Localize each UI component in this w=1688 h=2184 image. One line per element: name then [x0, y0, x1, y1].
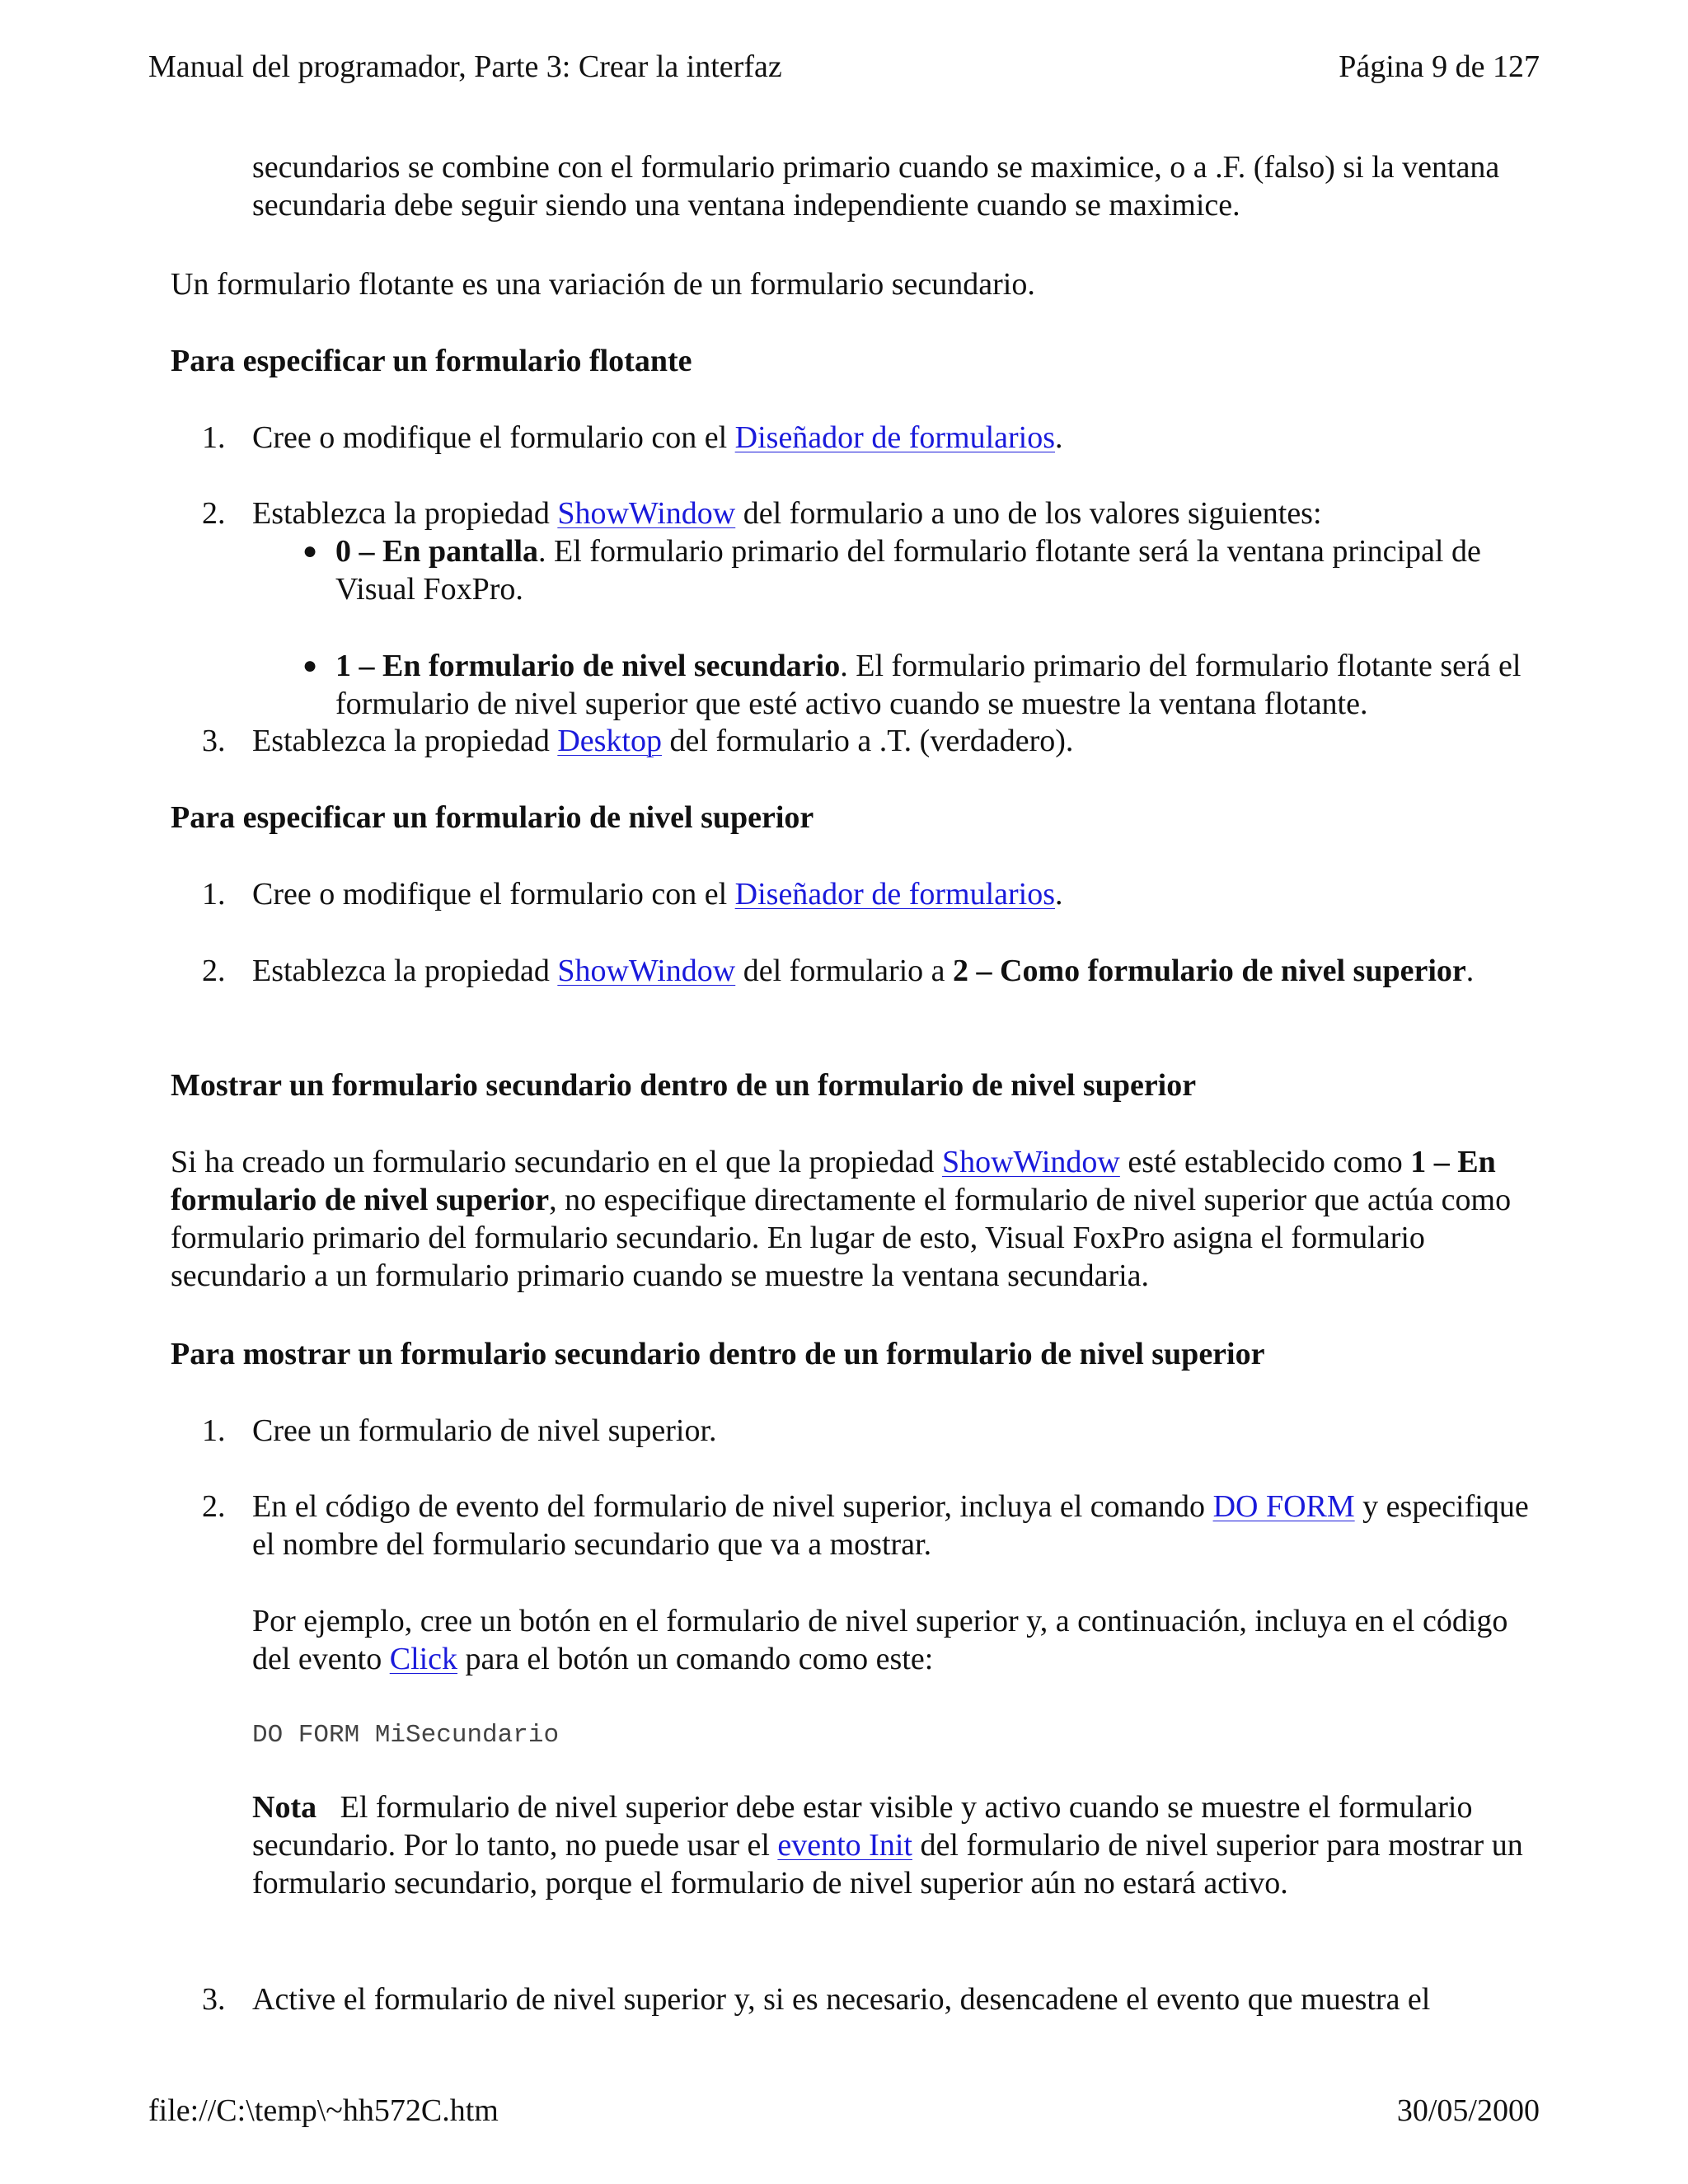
heading-floating-form: Para especificar un formulario flotante — [171, 344, 692, 378]
example-paragraph: Por ejemplo, cree un botón en el formulario de nivel superior y, a continuación, incluya en el código del evento Click para el botón un comando como este: — [252, 1604, 1508, 1676]
step-number: 1. — [202, 1413, 226, 1448]
footer-file-path: file://C:\temp\~hh572C.htm — [148, 2093, 499, 2128]
option-on-screen: 0 – En pantalla. El formulario primario del formulario flotante será la ventana principal de Visual FoxPro. — [335, 534, 1481, 607]
link-showwindow[interactable]: ShowWindow — [557, 496, 736, 531]
link-form-designer[interactable]: Diseñador de formularios — [734, 877, 1055, 912]
link-click[interactable]: Click — [389, 1642, 458, 1676]
note-paragraph: Nota El formulario de nivel superior debe estar visible y activo cuando se muestre el formulario secundario. Por lo tanto, no puede usar el evento Init del formulario de nivel superior para mostrar un formulario secundario, porque el formulario de nivel superior aún no estará activo. — [252, 1790, 1523, 1900]
heading-show-child-form: Mostrar un formulario secundario dentro de un formulario de nivel superior — [171, 1068, 1197, 1103]
header-page-number: Página 9 de 127 — [1339, 49, 1540, 84]
step-number: 3. — [202, 724, 226, 758]
step-floating-1: Cree o modifique el formulario con el Diseñador de formularios. — [252, 420, 1063, 455]
link-showwindow[interactable]: ShowWindow — [941, 1145, 1120, 1179]
step-number: 2. — [202, 1489, 226, 1524]
step-floating-2: Establezca la propiedad ShowWindow del formulario a uno de los valores siguientes: — [252, 496, 1322, 531]
bullet-icon: ● — [302, 537, 318, 565]
link-init-event[interactable]: evento Init — [777, 1828, 912, 1863]
link-do-form[interactable]: DO FORM — [1212, 1489, 1355, 1524]
step-top-level-2: Establezca la propiedad ShowWindow del formulario a 2 – Como formulario de nivel superior. — [252, 954, 1475, 988]
step-number: 2. — [202, 954, 226, 988]
continued-paragraph: secundarios se combine con el formulario primario cuando se maximice, o a .F. (falso) si la ventana secundaria debe seguir siendo una ventana independiente cuando se maximice. — [252, 150, 1500, 223]
option-top-level: 1 – En formulario de nivel secundario. El formulario primario del formulario flotante será el formulario de nivel superior que esté activo cuando se muestre la ventana flotante. — [335, 649, 1522, 721]
step-child-1: Cree un formulario de nivel superior. — [252, 1413, 717, 1448]
heading-procedure-child: Para mostrar un formulario secundario dentro de un formulario de nivel superior — [171, 1337, 1265, 1371]
step-floating-3: Establezca la propiedad Desktop del formulario a .T. (verdadero). — [252, 724, 1074, 758]
step-child-3: Active el formulario de nivel superior y, si es necesario, desencadene el evento que muestra el — [252, 1982, 1431, 2017]
bullet-icon: ● — [302, 652, 318, 679]
step-child-2: En el código de evento del formulario de nivel superior, incluya el comando DO FORM y especifique el nombre del formulario secundario que va a mostrar. — [252, 1489, 1529, 1562]
step-number: 3. — [202, 1982, 226, 2017]
header-title: Manual del programador, Parte 3: Crear la interfaz — [148, 49, 782, 84]
link-form-designer[interactable]: Diseñador de formularios — [734, 420, 1055, 455]
step-number: 2. — [202, 496, 226, 531]
page-footer — [148, 2092, 1540, 2130]
footer-date: 30/05/2000 — [1396, 2093, 1540, 2128]
heading-top-level-form: Para especificar un formulario de nivel superior — [171, 800, 814, 835]
step-number: 1. — [202, 877, 226, 912]
link-desktop[interactable]: Desktop — [557, 724, 662, 758]
code-sample: DO FORM MiSecundario — [252, 1721, 560, 1750]
floating-form-intro: Un formulario flotante es una variación de un formulario secundario. — [171, 267, 1035, 302]
show-child-explanation: Si ha creado un formulario secundario en el que la propiedad ShowWindow esté establecido como 1 – En formulario de nivel superior, no especifique directamente el formulario de nivel superior que actúa como formulario primario del formulario secundario. En lugar de esto, Visual FoxPro asigna el formulario secundario a un formulario primario cuando se muestre la ventana secundaria. — [171, 1145, 1512, 1293]
step-number: 1. — [202, 420, 226, 455]
note-label: Nota — [252, 1790, 317, 1825]
link-showwindow[interactable]: ShowWindow — [557, 954, 736, 988]
step-top-level-1: Cree o modifique el formulario con el Diseñador de formularios. — [252, 877, 1063, 912]
page-header — [148, 48, 1540, 86]
